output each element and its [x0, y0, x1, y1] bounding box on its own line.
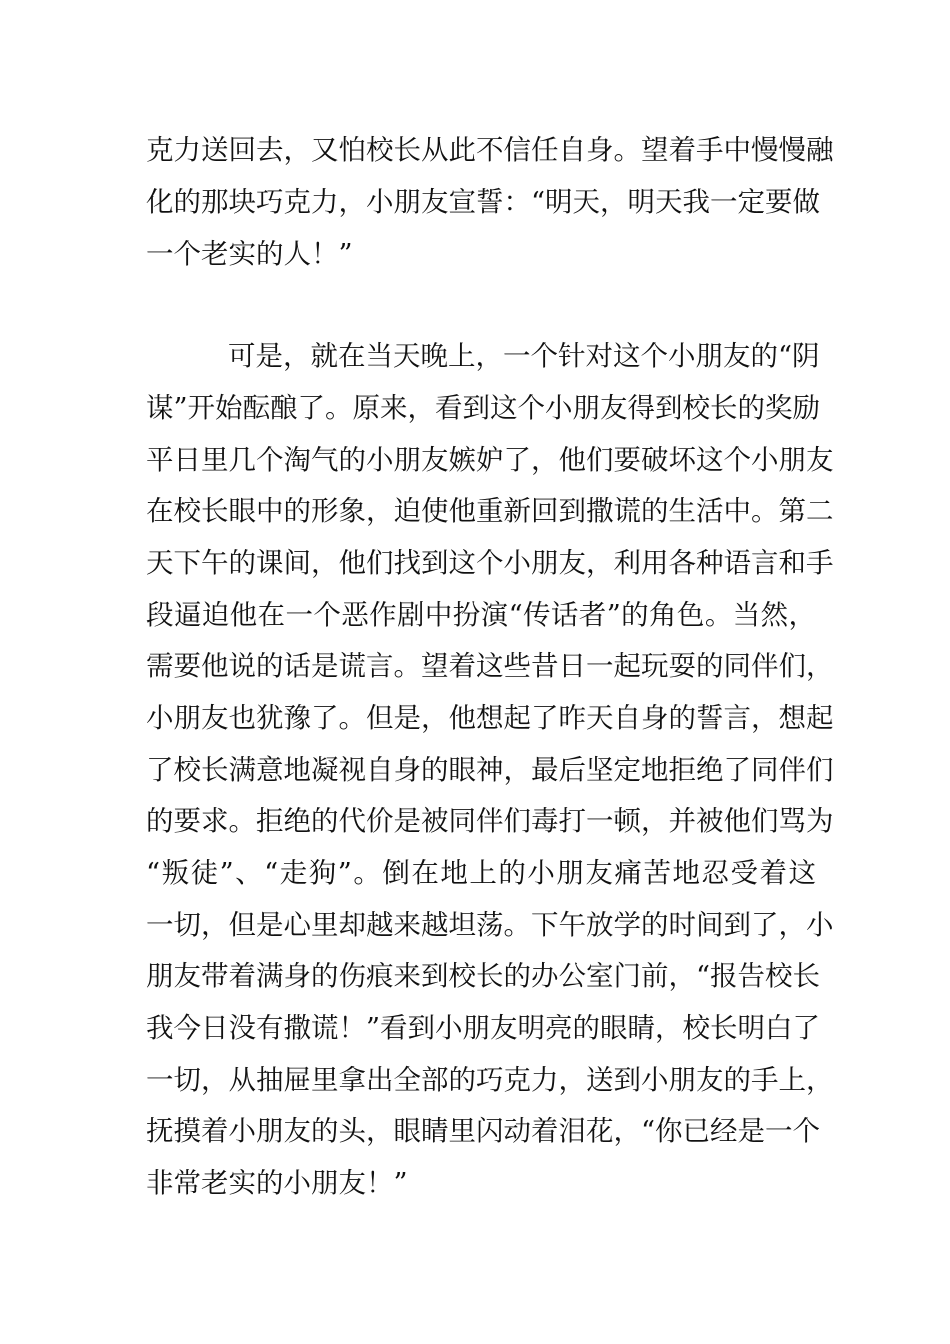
paragraph-2-line-8: 小朋友也犹豫了。但是，他想起了昨天自身的誓言，想起 [146, 702, 834, 734]
paragraph-1-line-1: 克力送回去，又怕校长从此不信任自身。望着手中慢慢融 [146, 134, 834, 166]
paragraph-1-line-3: 一个老实的人！” [146, 238, 353, 270]
paragraph-2-line-6: 段逼迫他在一个恶作剧中扮演“传话者”的角色。当然， [146, 599, 816, 631]
paragraph-2-line-9: 了校长满意地凝视自身的眼神，最后坚定地拒绝了同伴们 [146, 754, 834, 786]
paragraph-2-line-15: 一切，从抽屉里拿出全部的巧克力，送到小朋友的手上， [146, 1064, 834, 1096]
paragraph-1-line-2: 化的那块巧克力，小朋友宣誓：“明天，明天我一定要做 [146, 186, 821, 218]
paragraph-2-line-1: 可是，就在当天晚上，一个针对这个小朋友的“阴 [228, 340, 820, 372]
paragraph-2-line-13: 朋友带着满身的伤痕来到校长的办公室门前，“报告校长 [146, 960, 821, 992]
paragraph-2-line-7: 需要他说的话是谎言。望着这些昔日一起玩耍的同伴们， [146, 650, 834, 682]
paragraph-2-line-14: 我今日没有撒谎！”看到小朋友明亮的眼睛，校长明白了 [146, 1012, 821, 1044]
paragraph-2-line-17: 非常老实的小朋友！” [146, 1167, 408, 1199]
paragraph-2-line-16: 抚摸着小朋友的头，眼睛里闪动着泪花，“你已经是一个 [146, 1115, 821, 1147]
paragraph-2-line-5: 天下午的课间，他们找到这个小朋友，利用各种语言和手 [146, 547, 834, 579]
paragraph-2-line-12: 一切，但是心里却越来越坦荡。下午放学的时间到了，小 [146, 909, 834, 941]
paragraph-2-line-2: 谋”开始酝酿了。原来，看到这个小朋友得到校长的奖励 [146, 392, 821, 424]
paragraph-2-line-3: 平日里几个淘气的小朋友嫉妒了，他们要破坏这个小朋友 [146, 444, 834, 476]
paragraph-2-line-11: “叛徒”、“走狗”。倒在地上的小朋友痛苦地忍受着这 [146, 857, 816, 889]
paragraph-2-line-4: 在校长眼中的形象，迫使他重新回到撒谎的生活中。第二 [146, 495, 834, 527]
paragraph-2-line-10: 的要求。拒绝的代价是被同伴们毒打一顿，并被他们骂为 [146, 805, 834, 837]
